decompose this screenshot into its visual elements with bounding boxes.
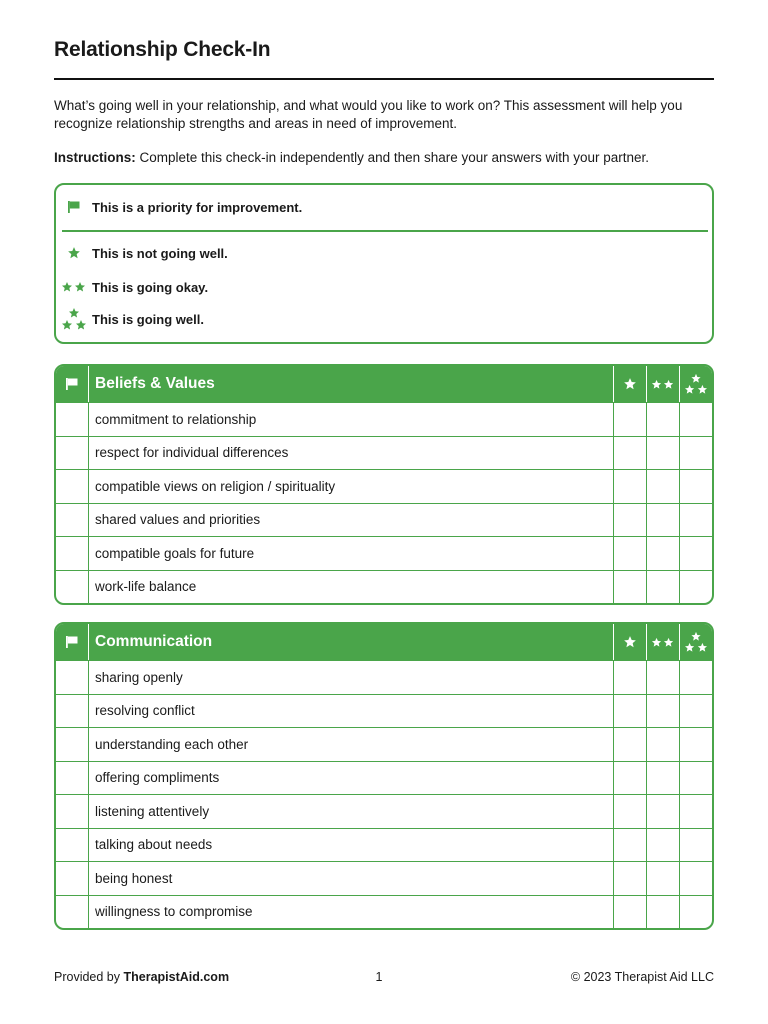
rating-3-checkbox[interactable] [679,896,712,929]
priority-checkbox[interactable] [56,795,89,828]
one-star-icon [613,366,646,402]
rating-3-checkbox[interactable] [679,795,712,828]
rating-2-checkbox[interactable] [646,896,679,929]
title-divider [54,78,714,80]
table-row [56,660,712,694]
item-label: work-life balance [95,579,197,595]
rating-2-checkbox[interactable] [646,728,679,761]
rating-2-checkbox[interactable] [646,403,679,436]
table-row [56,503,712,537]
table-row [56,469,712,503]
legend-priority [56,195,302,219]
rating-1-checkbox[interactable] [613,829,646,862]
priority-checkbox[interactable] [56,504,89,537]
item-label: compatible views on religion / spirituality [95,478,336,494]
rating-1-checkbox[interactable] [613,537,646,570]
rating-1-checkbox[interactable] [613,896,646,929]
section-title: Communication [95,633,213,650]
instructions-label: Instructions: [54,150,136,165]
flag-icon [56,366,89,402]
rating-3-checkbox[interactable] [679,661,712,694]
rating-1-checkbox[interactable] [613,437,646,470]
priority-checkbox[interactable] [56,537,89,570]
rating-1-checkbox[interactable] [613,862,646,895]
footer-copyright: © 2023 Therapist Aid LLC [570,970,714,984]
item-label: compatible goals for future [95,545,255,561]
flag-icon [56,624,89,660]
priority-checkbox[interactable] [56,762,89,795]
three-stars-icon [56,306,92,332]
table-row [56,727,712,761]
rating-3-checkbox[interactable] [679,537,712,570]
legend-not-well-label: This is not going well. [92,245,228,261]
rating-3-checkbox[interactable] [679,762,712,795]
item-label: being honest [95,870,173,886]
priority-checkbox[interactable] [56,437,89,470]
priority-checkbox[interactable] [56,661,89,694]
item-label: respect for individual differences [95,445,289,461]
section-header [56,366,712,402]
table-row [56,828,712,862]
footer-provided-by [54,970,229,984]
priority-checkbox[interactable] [56,728,89,761]
rating-2-checkbox[interactable] [646,571,679,604]
table-row [56,861,712,895]
legend-okay-label: This is going okay. [92,279,209,295]
rating-3-checkbox[interactable] [679,470,712,503]
legend-well-label: This is going well. [92,311,204,327]
rating-1-checkbox[interactable] [613,795,646,828]
instructions [54,149,714,167]
one-star-icon [56,246,92,260]
item-label: resolving conflict [95,703,195,719]
rating-3-checkbox[interactable] [679,403,712,436]
three-stars-icon [679,624,712,660]
item-label: offering compliments [95,770,220,786]
legend-okay [56,275,208,299]
rating-2-checkbox[interactable] [646,661,679,694]
rating-2-checkbox[interactable] [646,470,679,503]
table-row [56,761,712,795]
priority-checkbox[interactable] [56,862,89,895]
item-label: understanding each other [95,736,249,752]
priority-checkbox[interactable] [56,829,89,862]
rating-1-checkbox[interactable] [613,728,646,761]
rating-2-checkbox[interactable] [646,795,679,828]
rating-2-checkbox[interactable] [646,537,679,570]
rating-3-checkbox[interactable] [679,728,712,761]
section-communication [54,622,714,930]
item-label: listening attentively [95,803,210,819]
table-row [56,402,712,436]
rating-2-checkbox[interactable] [646,695,679,728]
rating-1-checkbox[interactable] [613,571,646,604]
item-label: shared values and priorities [95,512,261,528]
rating-1-checkbox[interactable] [613,695,646,728]
two-stars-icon [646,624,679,660]
rating-2-checkbox[interactable] [646,437,679,470]
priority-checkbox[interactable] [56,571,89,604]
priority-checkbox[interactable] [56,403,89,436]
page-number: 1 [375,970,383,984]
rating-3-checkbox[interactable] [679,862,712,895]
footer-brand-link[interactable]: TherapistAid.com [123,970,230,984]
legend-priority-label: This is a priority for improvement. [92,199,303,215]
item-label: willingness to compromise [95,904,253,920]
rating-3-checkbox[interactable] [679,504,712,537]
legend-well [56,307,204,331]
legend-not-well [56,241,228,265]
rating-1-checkbox[interactable] [613,403,646,436]
legend-divider [62,230,708,232]
table-row [56,895,712,929]
two-stars-icon [56,280,92,294]
rating-3-checkbox[interactable] [679,571,712,604]
rating-2-checkbox[interactable] [646,829,679,862]
rating-3-checkbox[interactable] [679,829,712,862]
page-title: Relationship Check-In [54,38,271,61]
item-label: commitment to relationship [95,411,257,427]
priority-checkbox[interactable] [56,695,89,728]
rating-2-checkbox[interactable] [646,762,679,795]
section-title: Beliefs & Values [95,375,215,392]
item-label: talking about needs [95,837,213,853]
rating-1-checkbox[interactable] [613,661,646,694]
table-row [56,794,712,828]
legend-box [54,183,714,344]
priority-checkbox[interactable] [56,896,89,929]
table-row [56,570,712,604]
table-row [56,536,712,570]
item-label: sharing openly [95,669,183,685]
priority-checkbox[interactable] [56,470,89,503]
table-row [56,694,712,728]
rating-3-checkbox[interactable] [679,437,712,470]
section-header [56,624,712,660]
three-stars-icon [679,366,712,402]
two-stars-icon [646,366,679,402]
rating-3-checkbox[interactable] [679,695,712,728]
rating-1-checkbox[interactable] [613,504,646,537]
section-beliefs-values [54,364,714,605]
flag-icon [56,200,92,214]
table-row [56,436,712,470]
intro-text: What’s going well in your relationship, and what would you like to work on? This assessment will help you recognize relationship strengths and areas in need of improvement. [54,98,683,131]
rating-2-checkbox[interactable] [646,504,679,537]
instructions-text: Complete this check-in independently and then share your answers with your partner. [135,150,650,165]
one-star-icon [613,624,646,660]
footer-provided-label: Provided by [54,970,124,984]
rating-1-checkbox[interactable] [613,470,646,503]
rating-2-checkbox[interactable] [646,862,679,895]
rating-1-checkbox[interactable] [613,762,646,795]
